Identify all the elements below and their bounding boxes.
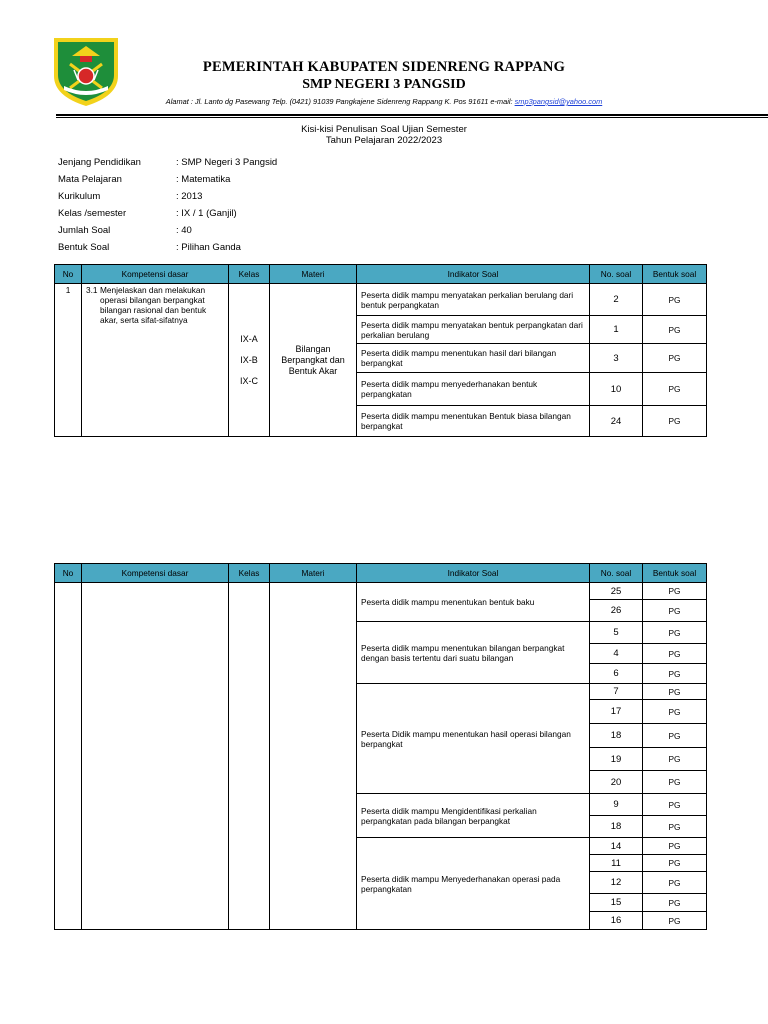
bentuk-soal-cell: PG <box>643 373 707 406</box>
indikator-cell: Peserta didik mampu menentukan Bentuk biasa bilangan berpangkat <box>357 406 590 437</box>
bentuk-soal-cell: PG <box>643 406 707 437</box>
bentuk-soal-cell: PG <box>643 912 707 930</box>
bentuk-soal-cell: PG <box>643 284 707 316</box>
bentuk-soal-cell: PG <box>643 794 707 816</box>
grid-table-2 <box>54 563 707 930</box>
info-label: Jumlah Soal <box>58 225 111 236</box>
indikator-cell: Peserta didik mampu menentukan bentuk baku <box>357 583 590 622</box>
indikator-cell: Peserta didik mampu menyederhanakan bentuk perpangkatan <box>357 373 590 406</box>
indikator-cell: Peserta didik mampu menyatakan bentuk perpangkatan dari perkalian berulang <box>357 316 590 344</box>
materi-cell <box>270 583 357 930</box>
info-value: : Pilihan Ganda <box>176 242 241 253</box>
exam-info <box>58 154 277 256</box>
info-row <box>58 188 277 205</box>
no-soal-cell: 14 <box>590 838 643 855</box>
col-header-indikator: Indikator Soal <box>357 564 590 583</box>
no-soal-cell: 17 <box>590 700 643 724</box>
no-soal-cell: 7 <box>590 684 643 700</box>
no-soal-cell: 15 <box>590 894 643 912</box>
table-header-row <box>55 265 707 284</box>
indikator-cell: Peserta didik mampu menyatakan perkalian berulang dari bentuk perpangkatan <box>357 284 590 316</box>
document-title <box>0 124 768 146</box>
bentuk-soal-cell: PG <box>643 600 707 622</box>
col-header-materi: Materi <box>270 265 357 284</box>
col-header-kelas: Kelas <box>229 564 270 583</box>
indikator-cell: Peserta didik mampu Menyederhanakan operasi pada perpangkatan <box>357 838 590 930</box>
bentuk-soal-cell: PG <box>643 622 707 644</box>
bentuk-soal-cell: PG <box>643 771 707 794</box>
col-header-materi: Materi <box>270 564 357 583</box>
no-soal-cell: 19 <box>590 748 643 771</box>
table-header-row <box>55 564 707 583</box>
info-value: : 2013 <box>176 191 203 202</box>
no-soal-cell: 4 <box>590 644 643 664</box>
header-rule-thick <box>56 114 768 116</box>
row-number <box>55 583 82 930</box>
info-value: : 40 <box>176 225 192 236</box>
indikator-cell: Peserta didik mampu Mengidentifikasi perkalian perpangkatan pada bilangan berpangkat <box>357 794 590 838</box>
materi-cell <box>270 284 357 437</box>
document-title-text: Kisi-kisi Penulisan Soal Ujian Semester <box>301 124 467 135</box>
bentuk-soal-cell: PG <box>643 855 707 872</box>
kelas-item: IX-B <box>240 354 258 365</box>
kelas-cell <box>229 583 270 930</box>
kelas-cell <box>229 284 270 437</box>
no-soal-cell: 5 <box>590 622 643 644</box>
kompetensi-cell <box>82 284 229 437</box>
bentuk-soal-cell: PG <box>643 838 707 855</box>
header-rule-thin <box>56 117 768 118</box>
info-value: : SMP Negeri 3 Pangsid <box>176 157 278 168</box>
no-soal-cell: 9 <box>590 794 643 816</box>
address-text: Alamat : Jl. Lanto dg Pasewang Telp. (0421) 91039 Pangkajene Sidenreng Rappang K. Pos 91611 e-mail: <box>165 97 513 106</box>
bentuk-soal-cell: PG <box>643 748 707 771</box>
info-row <box>58 205 277 222</box>
no-soal-cell: 18 <box>590 816 643 838</box>
no-soal-cell: 16 <box>590 912 643 930</box>
col-header-indikator: Indikator Soal <box>357 265 590 284</box>
col-header-kompetensi: Kompetensi dasar <box>82 265 229 284</box>
school-name: SMP NEGERI 3 PANGSID <box>302 77 466 92</box>
email-link[interactable]: smp3pangsid@yahoo.com <box>514 97 603 106</box>
col-header-bentuk-soal: Bentuk soal <box>643 564 707 583</box>
grid-table-1 <box>54 264 707 437</box>
bentuk-soal-cell: PG <box>643 644 707 664</box>
col-header-no-soal: No. soal <box>590 564 643 583</box>
kelas-item: IX-A <box>240 333 258 344</box>
kd-text: Menjelaskan dan melakukan operasi bilangan berpangkat bilangan rasional dan bentuk akar, serta sifat-sifatnya <box>100 285 207 325</box>
bentuk-soal-cell: PG <box>643 816 707 838</box>
no-soal-cell: 10 <box>590 373 643 406</box>
no-soal-cell: 26 <box>590 600 643 622</box>
info-row <box>58 222 277 239</box>
no-soal-cell: 3 <box>590 344 643 373</box>
table-row <box>55 583 707 600</box>
indikator-cell: Peserta Didik mampu menentukan hasil operasi bilangan berpangkat <box>357 684 590 794</box>
info-label: Kelas /semester <box>58 208 127 219</box>
info-value: : Matematika <box>176 174 231 185</box>
bentuk-soal-cell: PG <box>643 664 707 684</box>
info-label: Bentuk Soal <box>58 242 110 253</box>
no-soal-cell: 12 <box>590 872 643 894</box>
info-row <box>58 239 277 256</box>
bentuk-soal-cell: PG <box>643 316 707 344</box>
document-year: Tahun Pelajaran 2022/2023 <box>325 135 443 146</box>
bentuk-soal-cell: PG <box>643 724 707 748</box>
materi-text: Bilangan Berpangkat dan Bentuk Akar <box>281 343 345 376</box>
col-header-no-soal: No. soal <box>590 265 643 284</box>
government-name: PEMERINTAH KABUPATEN SIDENRENG RAPPANG <box>202 59 566 75</box>
kompetensi-cell <box>82 583 229 930</box>
indikator-cell: Peserta didik mampu menentukan bilangan berpangkat dengan basis tertentu dari suatu bilangan <box>357 622 590 684</box>
indikator-cell: Peserta didik mampu menentukan hasil dari bilangan berpangkat <box>357 344 590 373</box>
col-header-kelas: Kelas <box>229 265 270 284</box>
table-row <box>55 284 707 316</box>
info-row <box>58 171 277 188</box>
bentuk-soal-cell: PG <box>643 872 707 894</box>
col-header-kompetensi: Kompetensi dasar <box>82 564 229 583</box>
info-value: : IX / 1 (Ganjil) <box>176 208 237 219</box>
bentuk-soal-cell: PG <box>643 894 707 912</box>
school-address <box>100 97 668 106</box>
col-header-bentuk-soal: Bentuk soal <box>643 265 707 284</box>
no-soal-cell: 2 <box>590 284 643 316</box>
no-soal-cell: 1 <box>590 316 643 344</box>
info-row <box>58 154 277 171</box>
kd-number: 3.1 <box>86 285 98 295</box>
bentuk-soal-cell: PG <box>643 700 707 724</box>
info-label: Jenjang Pendidikan <box>58 157 141 168</box>
bentuk-soal-cell: PG <box>643 684 707 700</box>
no-soal-cell: 11 <box>590 855 643 872</box>
row-number: 1 <box>55 284 82 437</box>
letterhead <box>0 0 768 120</box>
bentuk-soal-cell: PG <box>643 344 707 373</box>
no-soal-cell: 6 <box>590 664 643 684</box>
info-label: Mata Pelajaran <box>58 174 122 185</box>
no-soal-cell: 20 <box>590 771 643 794</box>
col-header-no: No <box>55 564 82 583</box>
no-soal-cell: 24 <box>590 406 643 437</box>
no-soal-cell: 18 <box>590 724 643 748</box>
bentuk-soal-cell: PG <box>643 583 707 600</box>
no-soal-cell: 25 <box>590 583 643 600</box>
col-header-no: No <box>55 265 82 284</box>
kelas-item: IX-C <box>240 375 258 386</box>
info-label: Kurikulum <box>58 191 101 202</box>
